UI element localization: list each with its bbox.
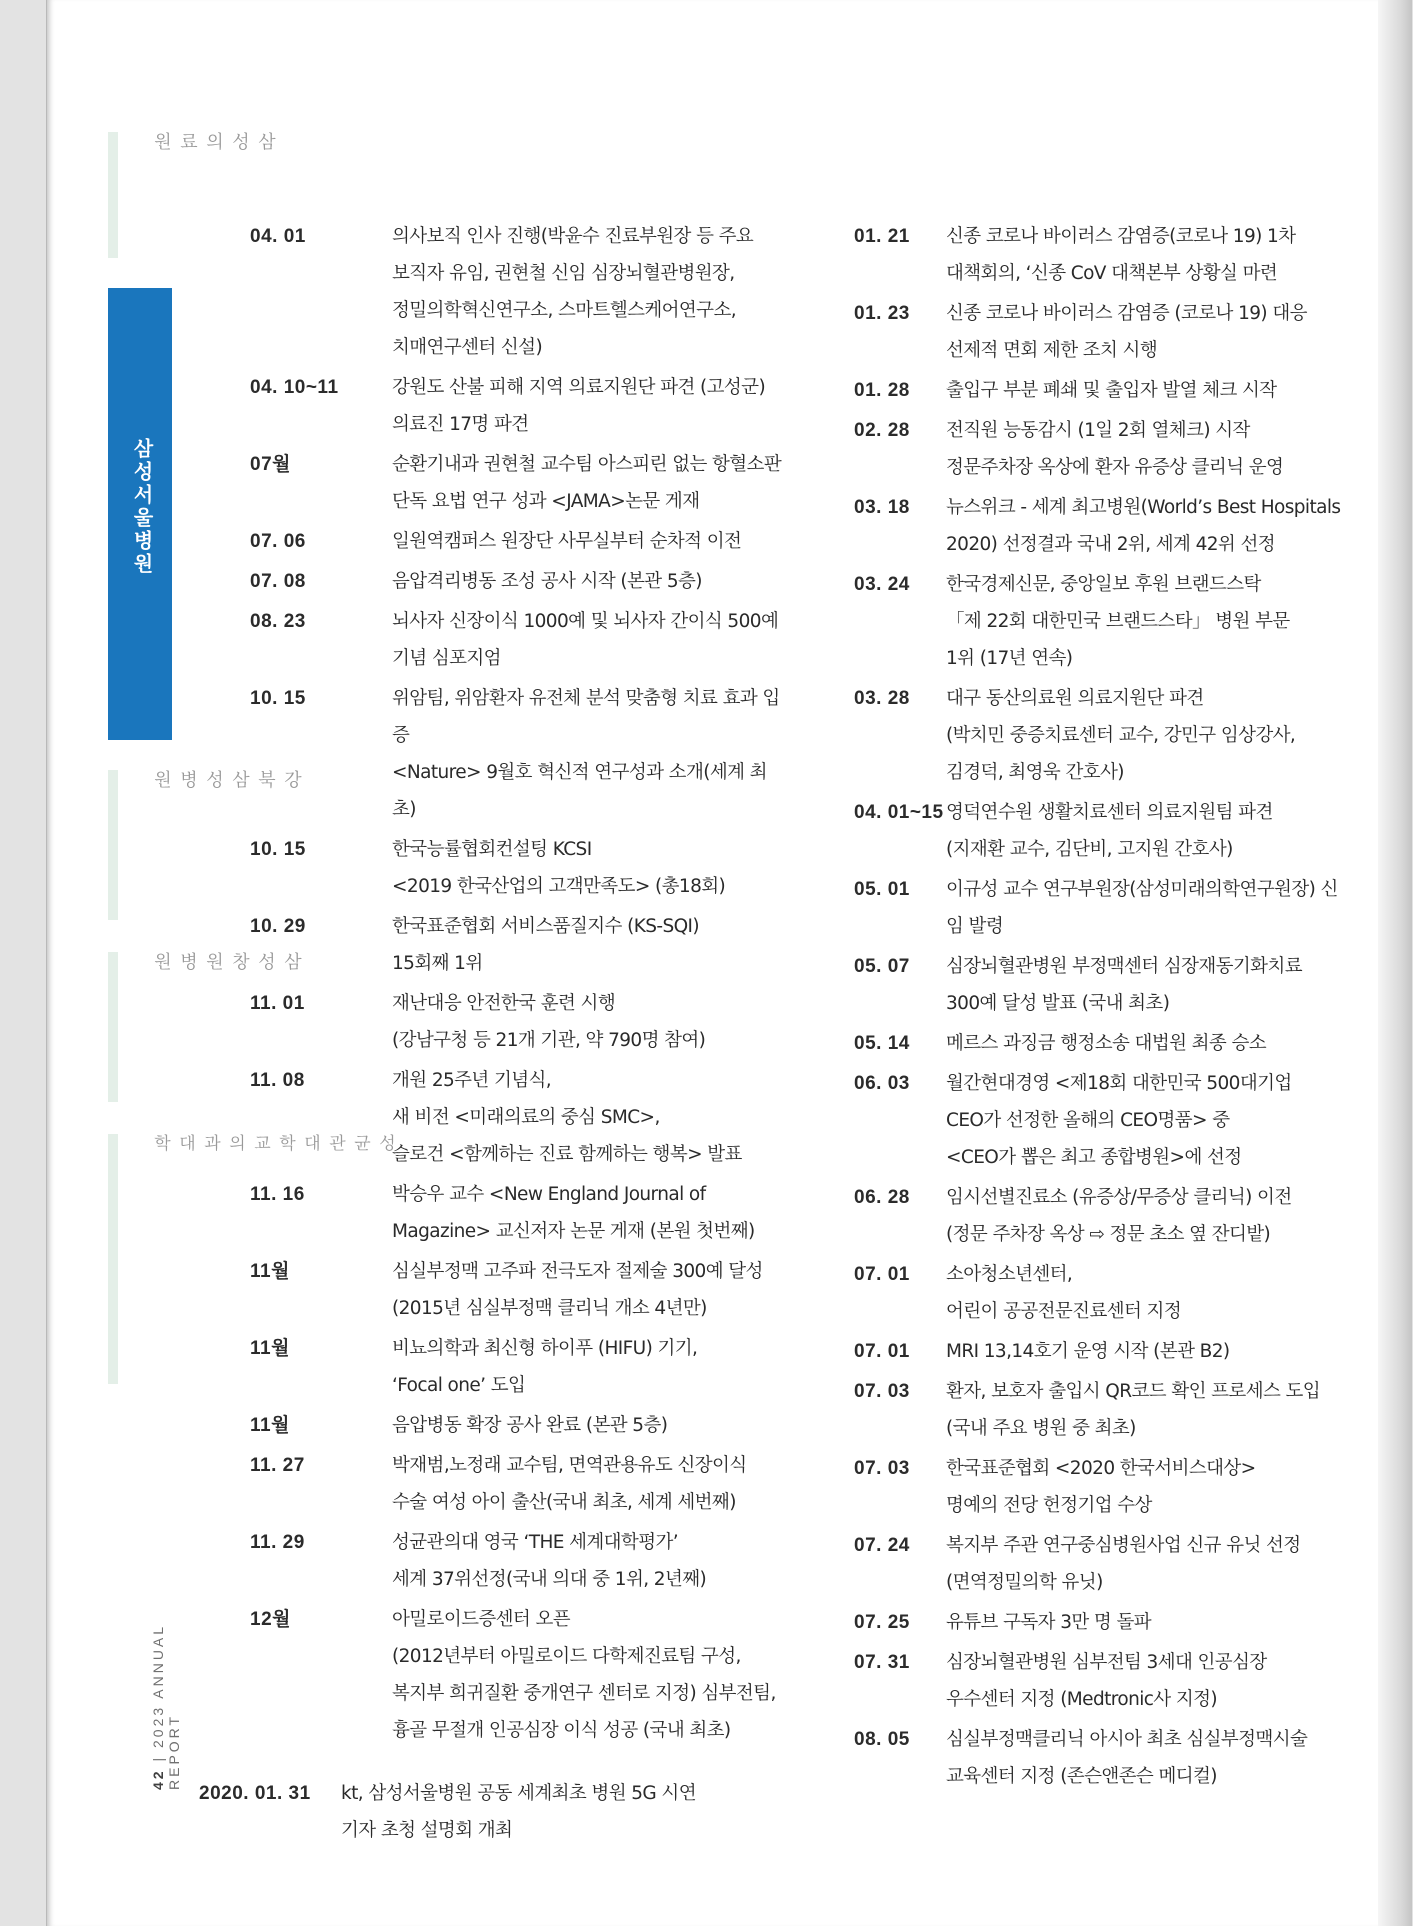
entry-text: 심장뇌혈관병원 부정맥센터 심장재동기화치료 300예 달성 발표 (국내 최초) <box>946 956 1302 1014</box>
report-title: 2023 ANNUAL REPORT <box>150 1624 182 1790</box>
entry-text: 한국표준협회 서비스품질지수 (KS-SQI) 15회째 1위 <box>392 916 700 974</box>
entry-date: 05. 07 <box>854 956 910 977</box>
entry-date: 11. 27 <box>250 1455 305 1476</box>
entry-date: 12월 <box>250 1609 291 1630</box>
entry-text: 뉴스위크 - 세계 최고병원(World’s Best Hospitals 2020) 선정결과 국내 2위, 세계 42위 선정 <box>946 497 1341 555</box>
entry-text: 신종 코로나 바이러스 감염증(코로나 19) 1차 대책회의, ‘신종 CoV 대책본부 상황실 마련 <box>946 226 1296 284</box>
entry-text: 메르스 과징금 행정소송 대법원 최종 승소 <box>946 1033 1267 1054</box>
footer-separator: | <box>150 1754 166 1762</box>
entry-date: 10. 15 <box>250 839 306 860</box>
timeline-entry <box>854 372 1344 409</box>
entry-text: 심장뇌혈관병원 심부전팀 3세대 인공심장 우수센터 지정 (Medtronic사 지정) <box>946 1652 1267 1710</box>
entry-date: 11. 08 <box>250 1070 305 1091</box>
entry-text: 소아청소년센터, 어린이 공공전문진료센터 지정 <box>946 1264 1182 1322</box>
page-number: 42 <box>150 1768 166 1790</box>
entry-text: 임시선별진료소 (유증상/무증상 클리닉) 이전 (정문 주차장 옥상 ⇨ 정문 초소 옆 잔디밭) <box>946 1187 1292 1245</box>
entry-date: 08. 05 <box>854 1729 910 1750</box>
timeline-entry <box>250 563 790 600</box>
entry-text: 한국표준협회 <2020 한국서비스대상> 명예의 전당 헌정기업 수상 <box>946 1458 1256 1516</box>
entry-date: 04. 10~11 <box>250 377 339 398</box>
entry-text: 환자, 보호자 출입시 QR코드 확인 프로세스 도입 (국내 주요 병원 중 최초) <box>946 1381 1321 1439</box>
entry-text: 대구 동산의료원 의료지원단 파견 (박치민 중증치료센터 교수, 강민구 임상강사, 김경덕, 최영욱 간호사) <box>946 688 1296 783</box>
entry-text: 음압격리병동 조성 공사 시작 (본관 5층) <box>392 571 702 592</box>
timeline-entry <box>854 794 1344 868</box>
timeline-entry <box>250 1447 790 1521</box>
entry-text: 한국능률협회컨설팅 KCSI <2019 한국산업의 고객만족도> (총18회) <box>392 839 726 897</box>
timeline-entry <box>250 985 790 1059</box>
side-tab-label: 성균관대학교 의과대학 <box>150 1134 395 1152</box>
page-curl-shadow <box>1378 0 1412 1926</box>
entry-text: 일원역캠퍼스 원장단 사무실부터 순차적 이전 <box>392 531 742 552</box>
timeline-entry <box>250 1601 790 1749</box>
timeline-entry <box>854 1721 1344 1795</box>
entry-text: 성균관의대 영국 ‘THE 세계대학평가’ 세계 37위선정(국내 의대 중 1위, 2년째) <box>392 1532 707 1590</box>
timeline-entry <box>854 1527 1344 1601</box>
timeline-right-column <box>854 218 1344 1798</box>
timeline-entry <box>854 680 1344 791</box>
entry-text: 월간현대경영 <제18회 대한민국 500대기업 CEO가 선정한 올해의 CEO명품> 중 <CEO가 뽑은 최고 종합병원>에 선정 <box>946 1073 1292 1168</box>
timeline-entry <box>199 1775 790 1849</box>
side-tab-bar <box>108 1134 118 1384</box>
entry-text: 복지부 주관 연구중심병원사업 신규 유닛 선정 (면역정밀의학 유닛) <box>946 1535 1301 1593</box>
entry-text: 한국경제신문, 중앙일보 후원 브랜드스탁 「제 22회 대한민국 브랜드스타」 병원 부문 1위 (17년 연속) <box>946 574 1290 669</box>
side-tab-label: 삼성창원병원 <box>151 952 302 974</box>
entry-date: 11월 <box>250 1338 290 1359</box>
entry-text: 영덕연수원 생활치료센터 의료지원팀 파견 (지재환 교수, 김단비, 고지원 간호사) <box>946 802 1273 860</box>
entry-date: 07. 06 <box>250 531 306 552</box>
timeline-entry <box>250 523 790 560</box>
entry-date: 07. 31 <box>854 1652 910 1673</box>
timeline-entry <box>250 831 790 905</box>
entry-text: 유튜브 구독자 3만 명 돌파 <box>946 1612 1152 1633</box>
timeline-entry <box>250 1176 790 1250</box>
timeline-entry <box>250 1524 790 1598</box>
entry-text: 의사보직 인사 진행(박윤수 진료부원장 등 주요 보직자 유임, 권현철 신임 심장뇌혈관병원장, 정밀의학혁신연구소, 스마트헬스케어연구소, 치매연구센터 신설) <box>392 226 754 358</box>
timeline-entry <box>854 566 1344 677</box>
entry-date: 10. 15 <box>250 688 306 709</box>
entry-text: 심실부정맥클리닉 아시아 최초 심실부정맥시술 교육센터 지정 (존슨앤존슨 메디컬) <box>946 1729 1308 1787</box>
entry-date: 01. 28 <box>854 380 910 401</box>
timeline-entry <box>854 948 1344 1022</box>
timeline-entry <box>854 1604 1344 1641</box>
timeline-entry <box>250 1330 790 1404</box>
entry-date: 01. 23 <box>854 303 910 324</box>
entry-text: 순환기내과 권현철 교수팀 아스피린 없는 항혈소판 단독 요법 연구 성과 <JAMA>논문 게재 <box>392 454 782 512</box>
entry-date: 11. 16 <box>250 1184 305 1205</box>
timeline-entry <box>854 1333 1344 1370</box>
entry-text: 박재범,노정래 교수팀, 면역관용유도 신장이식 수술 여성 아이 출산(국내 최초, 세계 세번째) <box>392 1455 747 1513</box>
entry-date: 02. 28 <box>854 420 910 441</box>
entry-date: 07. 01 <box>854 1264 910 1285</box>
timeline-entry <box>250 369 790 443</box>
timeline-entry <box>854 1025 1344 1062</box>
entry-date: 07. 08 <box>250 571 306 592</box>
entry-date: 11월 <box>250 1415 290 1436</box>
entry-text: kt, 삼성서울병원 공동 세계최초 병원 5G 시연 기자 초청 설명회 개최 <box>341 1783 696 1841</box>
timeline-entry <box>250 218 790 366</box>
side-tab-bar <box>108 952 118 1102</box>
entry-date: 04. 01~15 <box>854 802 944 823</box>
side-tab-label: 삼성서울병원 <box>130 438 154 576</box>
timeline-entry <box>854 295 1344 369</box>
entry-date: 05. 01 <box>854 879 910 900</box>
entry-date: 03. 28 <box>854 688 910 709</box>
entry-date: 06. 03 <box>854 1073 910 1094</box>
timeline-entry <box>250 603 790 677</box>
timeline-entry <box>854 871 1344 945</box>
entry-date: 07. 24 <box>854 1535 910 1556</box>
entry-text: 신종 코로나 바이러스 감염증 (코로나 19) 대응 선제적 면회 제한 조치 시행 <box>946 303 1307 361</box>
entry-date: 11월 <box>250 1261 290 1282</box>
entry-date: 03. 18 <box>854 497 910 518</box>
entry-text: 심실부정맥 고주파 전극도자 절제술 300예 달성 (2015년 심실부정맥 클리닉 개소 4년만) <box>392 1261 763 1319</box>
entry-date: 07. 03 <box>854 1381 910 1402</box>
entry-date: 05. 14 <box>854 1033 910 1054</box>
side-tab-bar <box>108 770 118 920</box>
timeline-entry <box>854 489 1344 563</box>
entry-date: 07. 25 <box>854 1612 910 1633</box>
entry-date: 07. 03 <box>854 1458 910 1479</box>
entry-text: 강원도 산불 피해 지역 의료지원단 파견 (고성군) 의료진 17명 파견 <box>392 377 766 435</box>
timeline-entry <box>854 1065 1344 1176</box>
entry-text: 비뇨의학과 최신형 하이푸 (HIFU) 기기, ‘Focal one’ 도입 <box>392 1338 698 1396</box>
entry-date: 10. 29 <box>250 916 306 937</box>
timeline-entry <box>854 1644 1344 1718</box>
entry-text: 전직원 능동감시 (1일 2회 열체크) 시작 정문주차장 옥상에 환자 유증상 클리닉 운영 <box>946 420 1284 478</box>
entry-text: 위암팀, 위암환자 유전체 분석 맞춤형 치료 효과 입증 <Nature> 9월호 혁신적 연구성과 소개(세계 최초) <box>392 688 780 820</box>
entry-date: 08. 23 <box>250 611 306 632</box>
timeline-entry <box>250 1253 790 1327</box>
timeline-entry <box>854 1256 1344 1330</box>
timeline-entry <box>250 1062 790 1173</box>
timeline-entry <box>250 446 790 520</box>
entry-date: 11. 29 <box>250 1532 305 1553</box>
entry-text: 음압병동 확장 공사 완료 (본관 5층) <box>392 1415 668 1436</box>
page-footer <box>150 1550 182 1790</box>
entry-date: 07. 01 <box>854 1341 910 1362</box>
timeline-entry <box>854 412 1344 486</box>
side-tab-bar <box>108 132 118 258</box>
timeline-entry <box>854 1179 1344 1253</box>
side-tab-label: 강북삼성병원 <box>151 770 302 792</box>
entry-text: 이규성 교수 연구부원장(삼성미래의학연구원장) 신 임 발령 <box>946 879 1338 937</box>
entry-date: 2020. 01. 31 <box>199 1783 311 1804</box>
timeline-entry <box>250 908 790 982</box>
side-tab-samsung-seoul-hospital[interactable] <box>108 288 172 740</box>
entry-date: 04. 01 <box>250 226 306 247</box>
entry-date: 11. 01 <box>250 993 305 1014</box>
entry-text: 재난대응 안전한국 훈련 시행 (강남구청 등 21개 기관, 약 790명 참여) <box>392 993 706 1051</box>
timeline-entry <box>854 1450 1344 1524</box>
timeline-entry <box>854 1373 1344 1447</box>
entry-text: 아밀로이드증센터 오픈 (2012년부터 아밀로이드 다학제진료팀 구성, 복지부 희귀질환 중개연구 센터로 지정) 심부전팀, 흉골 무절개 인공심장 이식 성공 (국내 최초) <box>392 1609 776 1741</box>
entry-date: 06. 28 <box>854 1187 910 1208</box>
timeline-entry <box>250 1407 790 1444</box>
timeline-entry <box>854 218 1344 292</box>
entry-date: 01. 21 <box>854 226 910 247</box>
side-tab-label: 삼성의료원 <box>151 132 276 154</box>
entry-text: 개원 25주년 기념식, 새 비전 <미래의료의 중심 SMC>, 슬로건 <함께하는 진료 함께하는 행복> 발표 <box>392 1070 742 1165</box>
entry-date: 07월 <box>250 454 291 475</box>
entry-text: MRI 13,14호기 운영 시작 (본관 B2) <box>946 1341 1230 1362</box>
timeline-entry <box>250 680 790 828</box>
entry-text: 뇌사자 신장이식 1000예 및 뇌사자 간이식 500예 기념 심포지엄 <box>392 611 779 669</box>
entry-text: 출입구 부분 폐쇄 및 출입자 발열 체크 시작 <box>946 380 1277 401</box>
entry-date: 03. 24 <box>854 574 910 595</box>
entry-text: 박승우 교수 <New England Journal of Magazine> 교신저자 논문 게재 (본원 첫번째) <box>392 1184 755 1242</box>
